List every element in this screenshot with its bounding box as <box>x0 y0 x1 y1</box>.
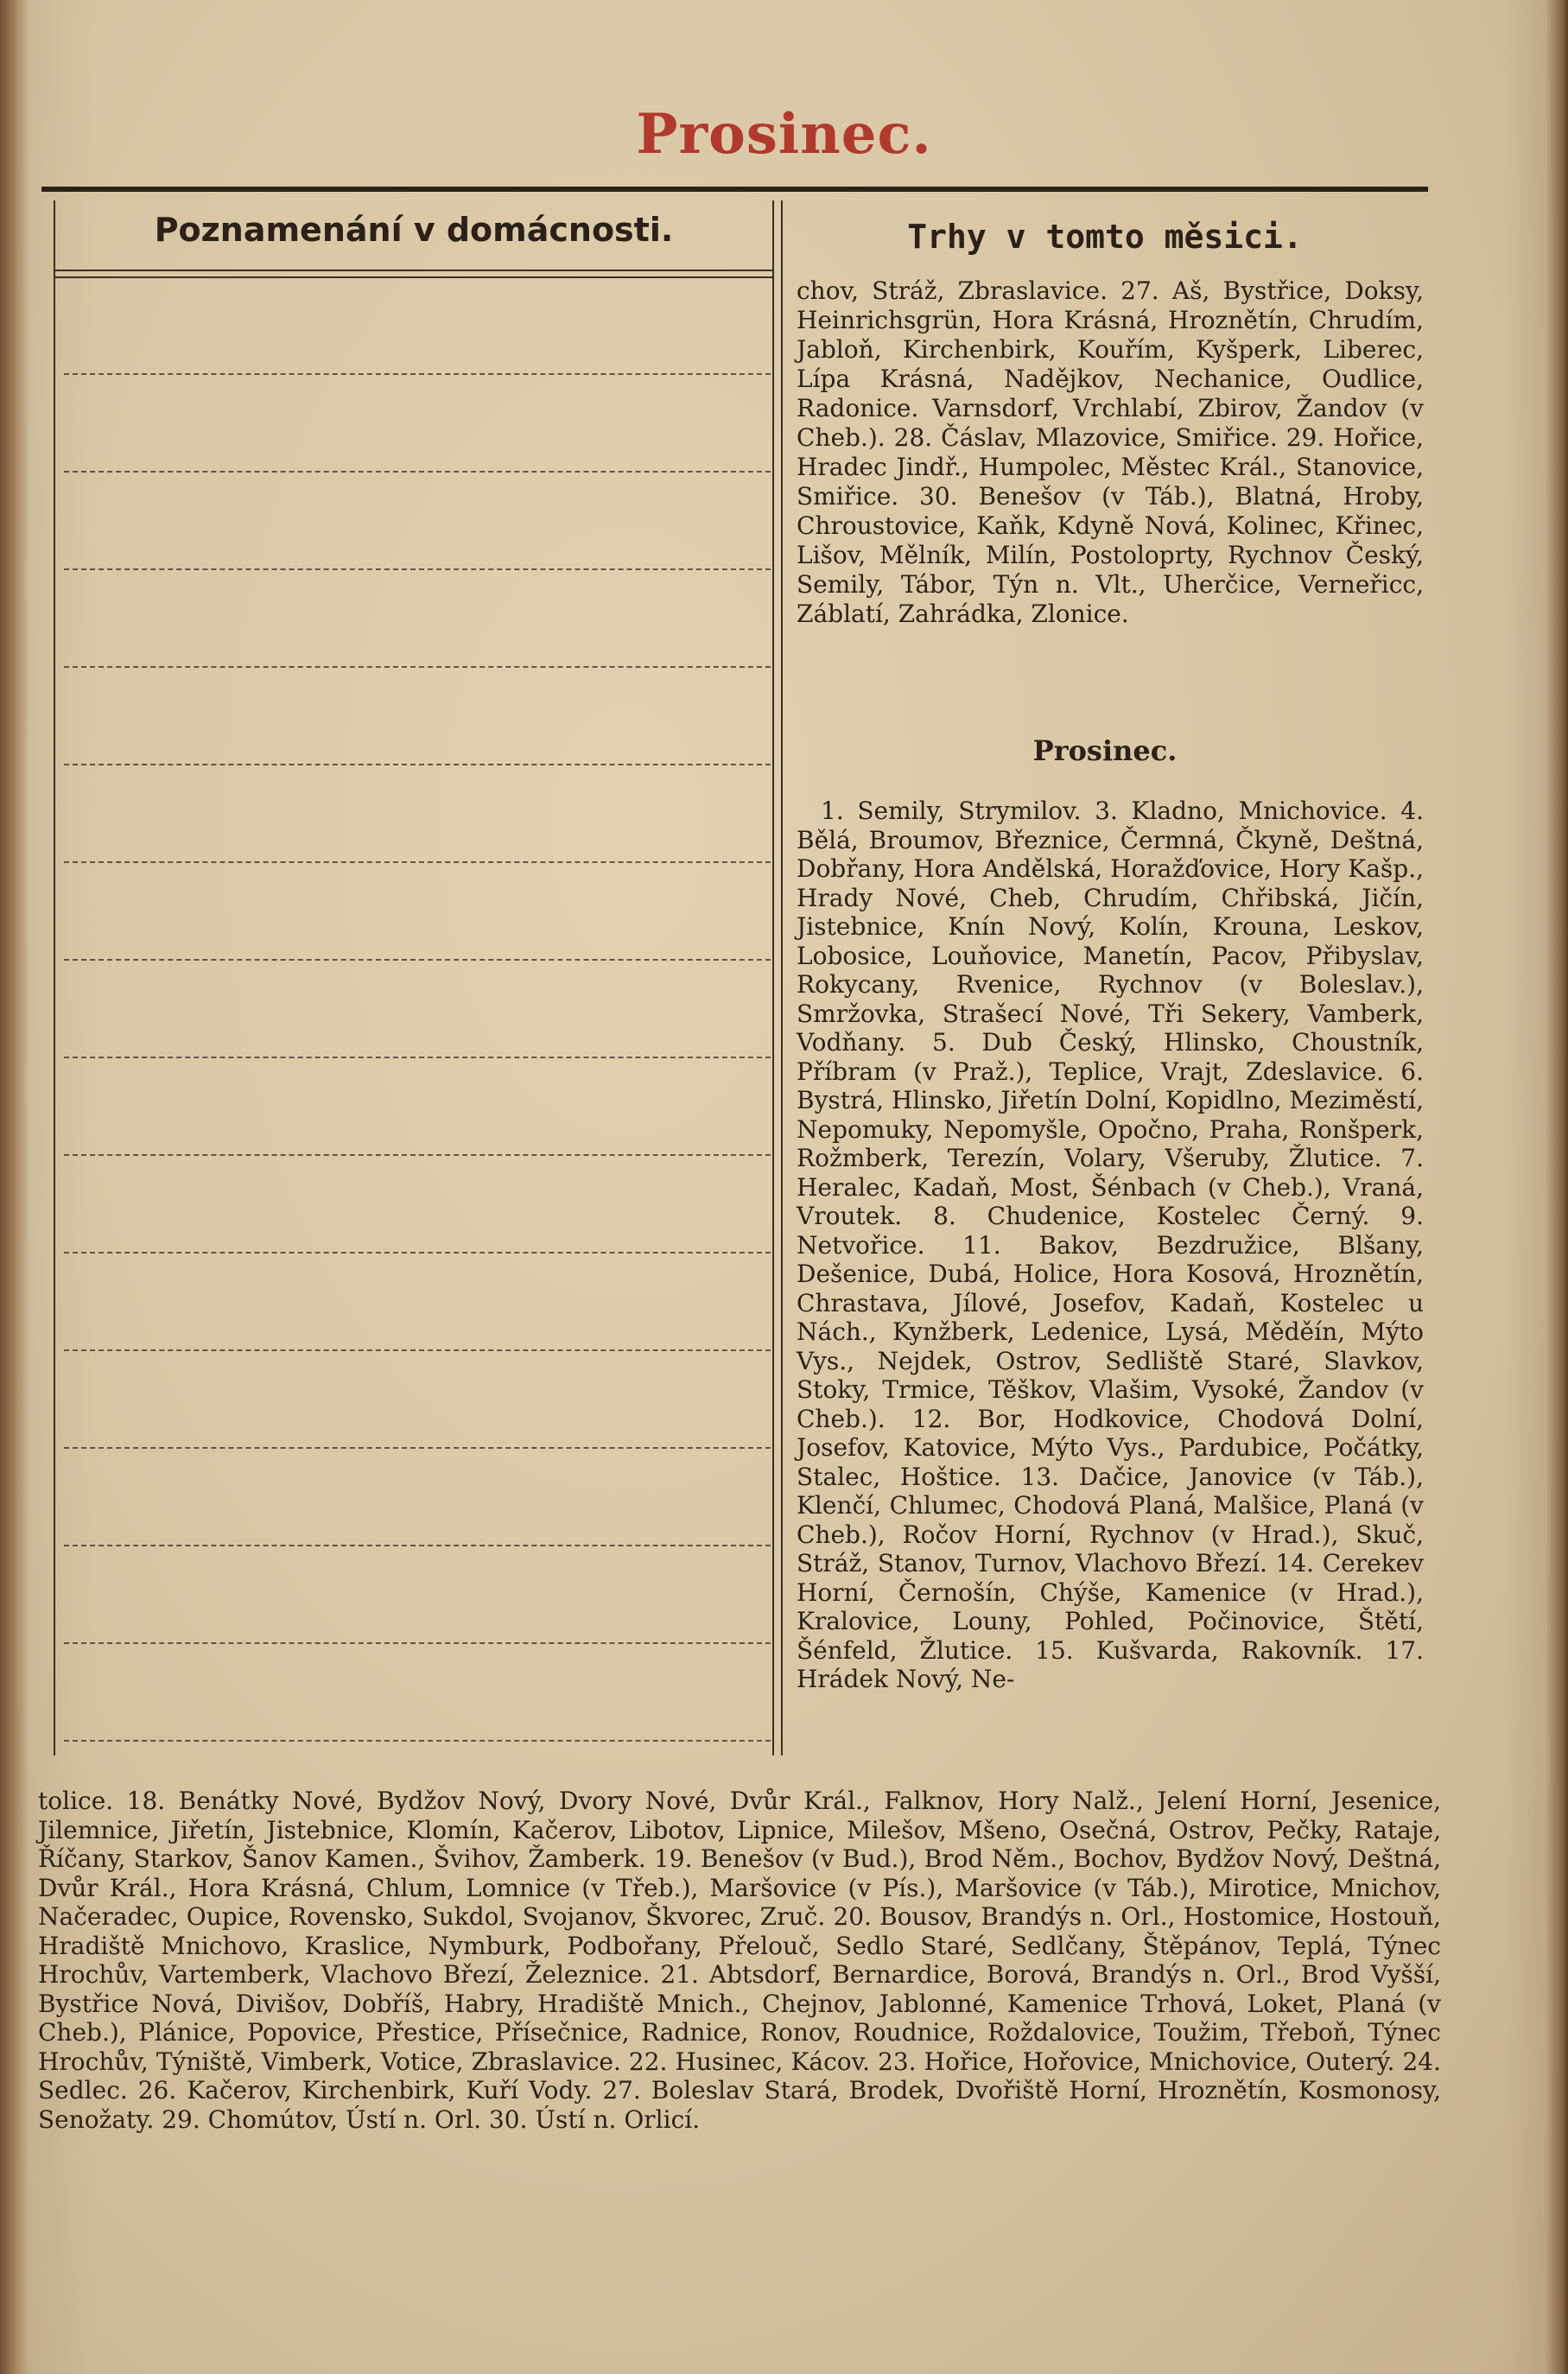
heading-rule <box>55 270 772 271</box>
december-markets-continued-text: tolice. 18. Benátky Nové, Bydžov Nový, Dvory Nové, Dvůr Král., Falknov, Hory Nalž., Jelení Horní, Jesenice, Jilemnice, Jiřetín, Jistebnice, Klomín, Kačerov, Libotov, Lipnice, Milešov, Mšeno, Osečná, Ostrov, Pečky, Rataje, Říčany, Starkov, Šanov Kamen., Švihov, Žamberk. 19. Benešov (v Bud.), Brod Něm., Bochov, Bydžov Nový, Deštná, Dvůr Král., Hora Krásná, Chlum, Lomnice (v Třeb.), Maršovice (v Pís.), Maršovice (v Táb.), Mirotice, Mnichov, Načeradec, Oupice, Rovensko, Sukdol, Svojanov, Škvorec, Zruč. 20. Bousov, Brandýs n. Orl., Hostomice, Hostouň, Hradiště Mnichovo, Kraslice, Nymburk, Podbořany, Přelouč, Sedlo Staré, Sedlčany, Štěpánov, Teplá, Týnec Hrochův, Vartemberk, Vlachovo Březí, Železnice. 21. Abtsdorf, Bernardice, Borová, Brandýs n. Orl., Brod Vyšší, Bystřice Nová, Divišov, Dobříš, Habry, Hradiště Mnich., Chejnov, Jablonné, Kamenice Trhová, Loket, Planá (v Cheb.), Plánice, Popovice, Přestice, Přísečnice, Radnice, Ronov, Roudnice, Roždalovice, Toužim, Třeboň, Týnec Hrochův, Týniště, Vimberk, Votice, Zbraslavice. 22. Husinec, Kácov. 23. Hořice, Hořovice, Mnichovice, Outerý. 24. Sedlec. 26. Kačerov, Kirchenbirk, Kuří Vody. 27. Boleslav Stará, Brodek, Dvořiště Horní, Hroznětín, Kosmonosy, Senožaty. 29. Chomútov, Ústí n. Orl. 30. Ústí n. Orlicí. <box>38 1787 1441 2134</box>
note-line <box>64 1154 771 1156</box>
note-line <box>64 1740 771 1742</box>
note-line <box>64 1057 771 1058</box>
note-line <box>64 471 771 473</box>
column-divider-inner <box>781 200 783 1755</box>
household-notes-heading: Poznamenání v domácnosti. <box>154 211 674 249</box>
note-line <box>64 959 771 961</box>
page-binding-shadow <box>0 0 29 2374</box>
note-line <box>64 1545 771 1546</box>
note-line <box>64 764 771 765</box>
markets-continued-text: chov, Stráž, Zbraslavice. 27. Aš, Bystřice, Doksy, Heinrichsgrün, Hora Krásná, Hroznětín, Chrudím, Jabloň, Kirchenbirk, Kouřím, Kyšperk, Liberec, Lípa Krásná, Nadějkov, Nechanice, Oudlice, Radonice. Varnsdorf, Vrchlabí, Zbirov, Žandov (v Cheb.). 28. Čáslav, Mlazovice, Smiřice. 29. Hořice, Hradec Jindř., Humpolec, Městec Král., Stanovice, Smiřice. 30. Benešov (v Táb.), Blatná, Hroby, Chroustovice, Kaňk, Kdyně Nová, Kolinec, Křinec, Lišov, Mělník, Milín, Postoloprty, Rychnov Český, Semily, Tábor, Týn n. Vlt., Uherčice, Verneřicc, Záblatí, Zahrádka, Zlonice. <box>797 276 1424 628</box>
note-line <box>64 1252 771 1254</box>
note-line <box>64 568 771 570</box>
markets-heading: Trhy v tomto měsici. <box>907 218 1303 256</box>
note-line <box>64 373 771 375</box>
december-subheading: Prosinec. <box>1032 734 1178 767</box>
page-edge-shadow <box>1546 0 1568 2374</box>
note-line <box>64 861 771 863</box>
note-line <box>64 1349 771 1351</box>
column-divider <box>772 200 774 1755</box>
heading-rule <box>55 276 772 278</box>
note-line <box>64 666 771 668</box>
note-line <box>64 1642 771 1644</box>
december-markets-text: 1. Semily, Strymilov. 3. Kladno, Mnichovice. 4. Bělá, Broumov, Březnice, Čermná, Čkyně, Deštná, Dobřany, Hora Andělská, Horažďovice, Hory Kašp., Hrady Nové, Cheb, Chrudím, Chřibská, Jičín, Jistebnice, Knín Nový, Kolín, Krouna, Leskov, Lobosice, Louňovice, Manetín, Pacov, Přibyslav, Rokycany, Rvenice, Rychnov (v Boleslav.), Smržovka, Strašecí Nové, Tři Sekery, Vamberk, Vodňany. 5. Dub Český, Hlinsko, Choustník, Příbram (v Praž.), Teplice, Vrajt, Zdeslavice. 6. Bystrá, Hlinsko, Jiřetín Dolní, Kopidlno, Meziměstí, Nepomuky, Nepomyšle, Opočno, Praha, Ronšperk, Rožmberk, Terezín, Volary, Všeruby, Žlutice. 7. Heralec, Kadaň, Most, Šénbach (v Cheb.), Vraná, Vroutek. 8. Chudenice, Kostelec Černý. 9. Netvořice. 11. Bakov, Bezdružice, Blšany, Dešenice, Dubá, Holice, Hora Kosová, Hroznětín, Chrastava, Jílové, Josefov, Kadaň, Kostelec u Nách., Kynžberk, Ledenice, Lysá, Měděín, Mýto Vys., Nejdek, Ostrov, Sedliště Staré, Slavkov, Stoky, Trmice, Těškov, Vlašim, Vysoké, Žandov (v Cheb.). 12. Bor, Hodkovice, Chodová Dolní, Josefov, Katovice, Mýto Vys., Pardubice, Počátky, Stalec, Hoštice. 13. Dačice, Janovice (v Táb.), Klenčí, Chlumec, Chodová Planá, Malšice, Planá (v Cheb.), Ročov Horní, Rychnov (v Hrad.), Skuč, Stráž, Stanov, Turnov, Vlachovo Březí. 14. Cerekev Horní, Černošín, Chýše, Kamenice (v Hrad.), Kralovice, Louny, Pohled, Počinovice, Štětí, Šénfeld, Žlutice. 15. Kušvarda, Rakovník. 17. Hrádek Nový, Ne- <box>797 797 1424 1693</box>
title-rule <box>41 187 1428 192</box>
note-line <box>64 1447 771 1449</box>
left-column-border <box>54 200 55 1755</box>
page-title: Prosinec. <box>636 102 932 167</box>
